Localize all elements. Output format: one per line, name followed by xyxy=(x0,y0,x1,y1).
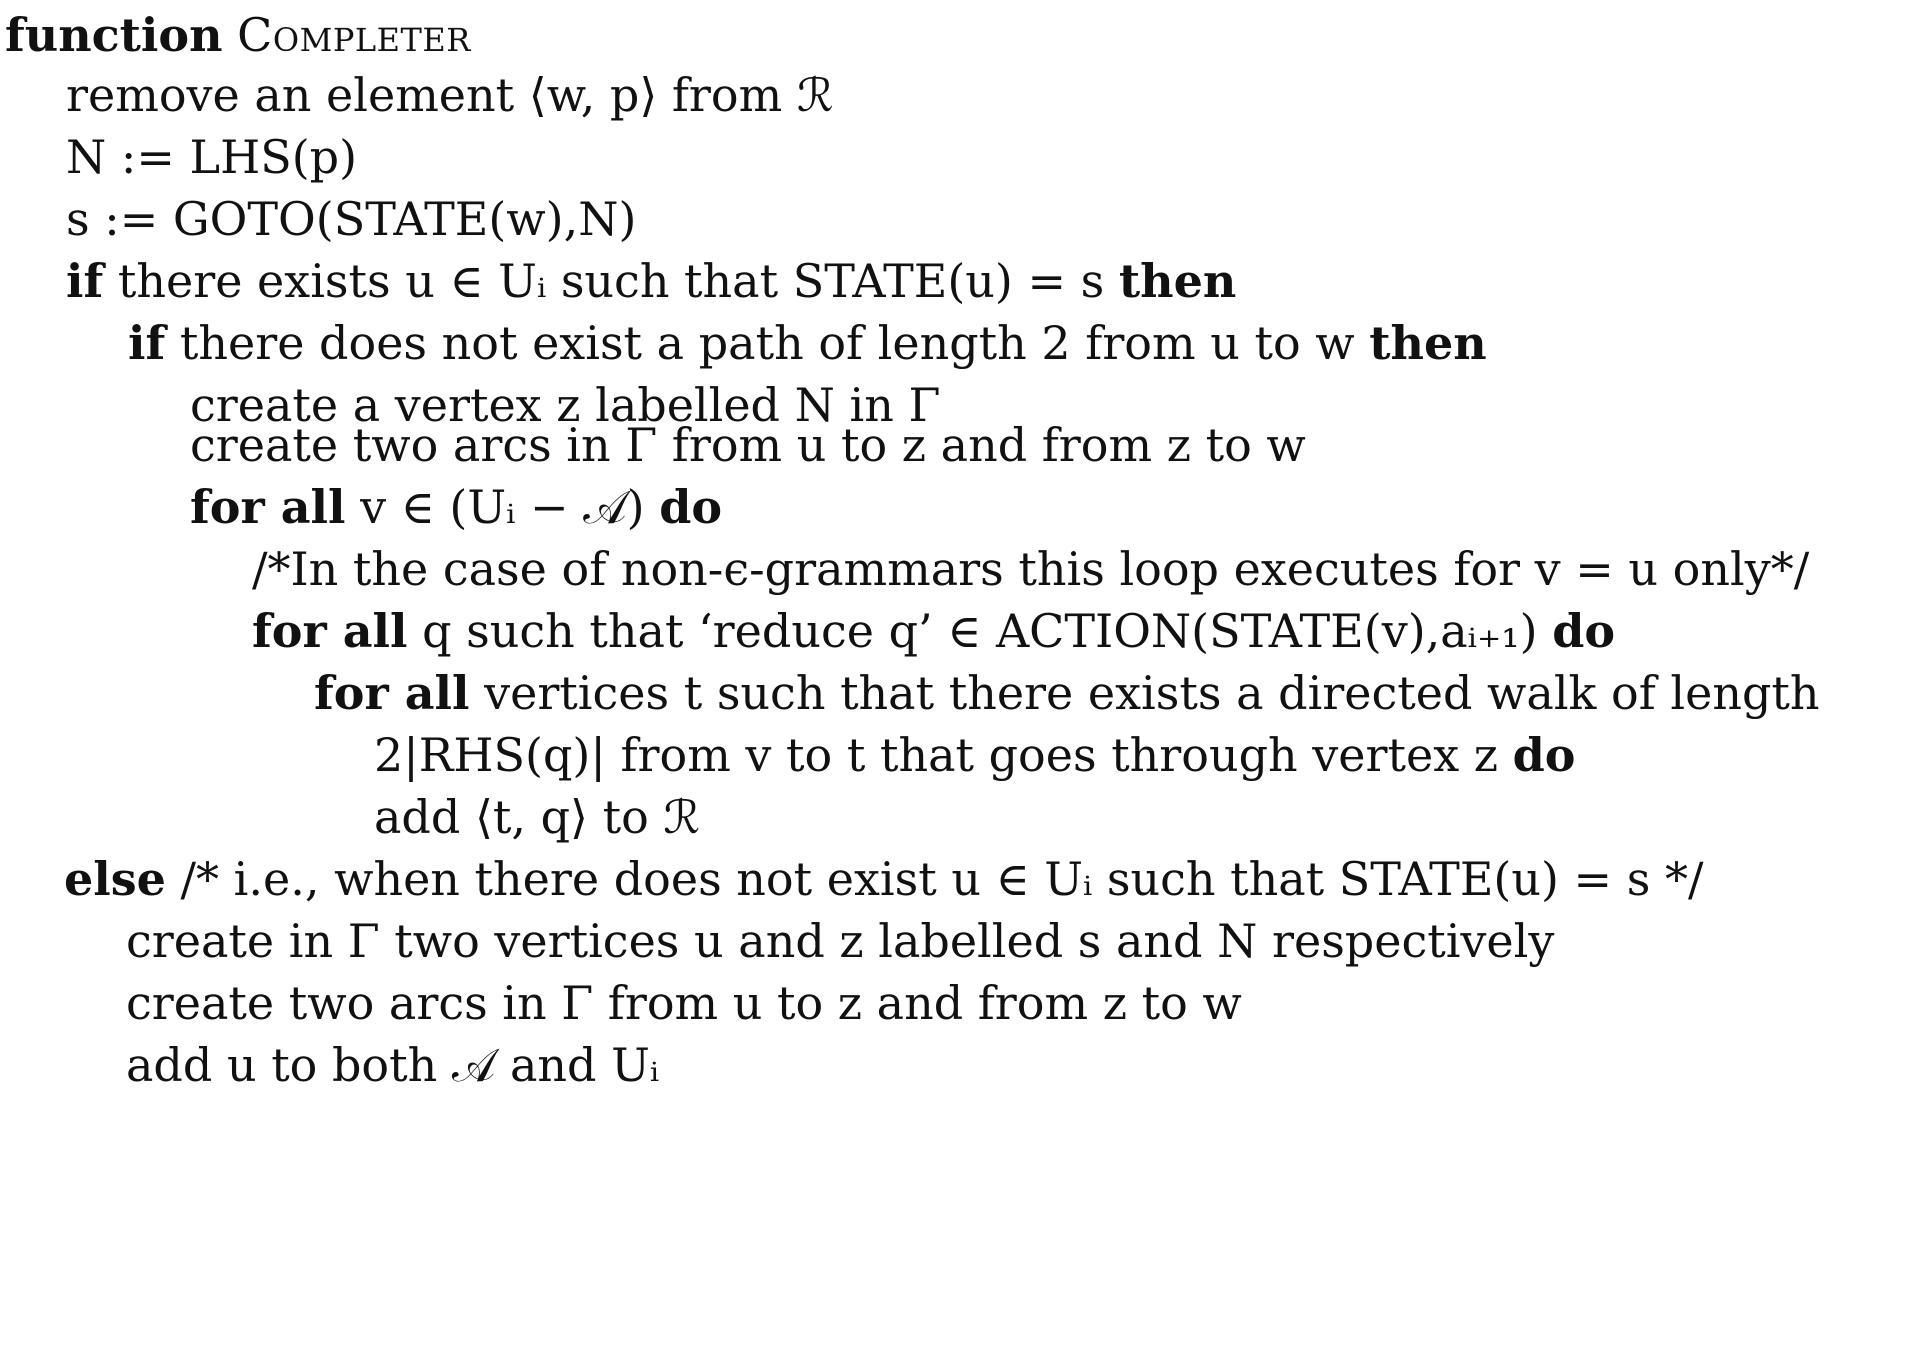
algorithm-line: remove an element ⟨w, p⟩ from ℛ xyxy=(66,68,834,122)
algorithm-line: for all q such that ‘reduce q’ ∈ ACTION(STATE(v),aᵢ₊₁) do xyxy=(252,604,1616,658)
algorithm-line: N := LHS(p) xyxy=(66,130,358,184)
algorithm-line: for all vertices t such that there exists a directed walk of length xyxy=(314,666,1820,720)
algorithm-line: create two arcs in Γ from u to z and from z to w xyxy=(126,976,1242,1030)
algorithm-comment: /*In the case of non-ϵ-grammars this loop executes for v = u only*/ xyxy=(252,542,1810,596)
algorithm-line: s := GOTO(STATE(w),N) xyxy=(66,192,637,246)
algorithm-line: for all v ∈ (Uᵢ − 𝒜) do xyxy=(190,480,723,534)
algorithm-line: create in Γ two vertices u and z labelled s and N respectively xyxy=(126,914,1555,968)
algorithm-line: if there does not exist a path of length 2 from u to w then xyxy=(128,316,1487,370)
algorithm-line: 2|RHS(q)| from v to t that goes through vertex z do xyxy=(374,728,1576,782)
function-name: Completer xyxy=(237,8,471,62)
function-header xyxy=(5,8,471,62)
algorithm-line: create a vertex z labelled N in Γ xyxy=(190,378,941,432)
algorithm-line: add ⟨t, q⟩ to ℛ xyxy=(374,790,701,844)
algorithm-line: if there exists u ∈ Uᵢ such that STATE(u) = s then xyxy=(66,254,1237,308)
function-keyword: function xyxy=(5,8,223,62)
algorithm-line: create two arcs in Γ from u to z and from z to w xyxy=(190,418,1306,472)
algorithm-line: else /* i.e., when there does not exist u ∈ Uᵢ such that STATE(u) = s */ xyxy=(64,852,1704,906)
algorithm-line: add u to both 𝒜 and Uᵢ xyxy=(126,1038,660,1092)
